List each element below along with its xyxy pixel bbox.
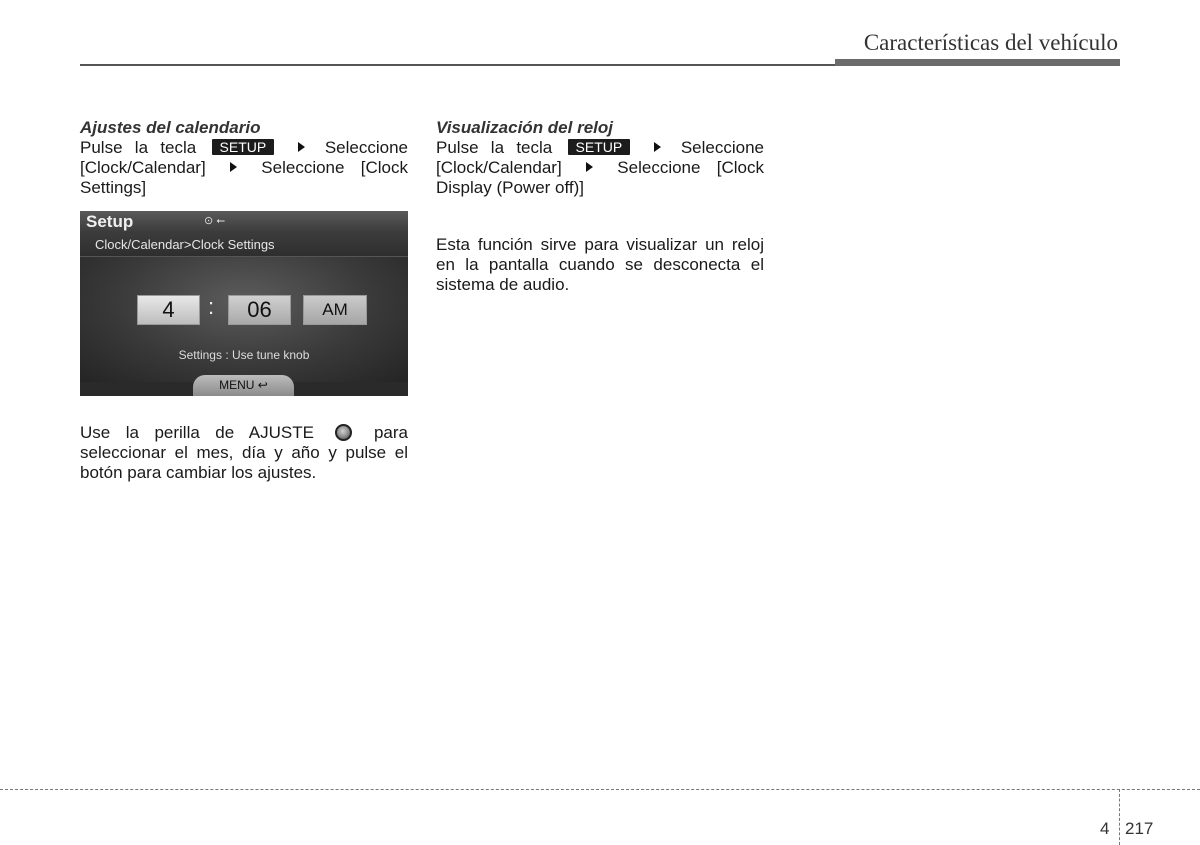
footer-dashed-divider [1119,789,1120,845]
screen-hint: Settings : Use tune knob [178,348,310,362]
left-paragraph [80,423,408,483]
setup-key: SETUP [568,139,631,155]
chapter-number: 4 [1100,819,1110,838]
left-line1-post: Seleccione [324,138,408,157]
tune-knob-icon [335,424,352,441]
right-instructions [436,138,764,198]
screen-title-bar [80,211,408,233]
left-line1-pre: Pulse la tecla [80,138,197,157]
setup-screen-figure [80,211,408,396]
right-line2-pre: [Clock/Calendar] [436,158,562,177]
arrow-right-icon [230,162,237,172]
left-para-pre: Use la perilla de AJUSTE [80,423,314,442]
right-line1-pre: Pulse la tecla [436,138,553,157]
hour-field[interactable]: 4 [137,295,200,325]
setup-key: SETUP [212,139,275,155]
header-rule-accent [835,59,1120,66]
left-line2-pre: [Clock/Calendar] [80,158,206,177]
arrow-right-icon [654,142,661,152]
screen-breadcrumb-bar [80,233,408,257]
menu-button[interactable]: MENU ↩ [193,375,294,396]
left-para-post: para seleccionar el mes, día y año y pulse el botón para cambiar los ajustes. [80,423,408,482]
arrow-right-icon [586,162,593,172]
header-title: Características del vehículo [863,30,1118,55]
screen-body [80,257,408,382]
left-instructions [80,138,408,198]
left-heading: Ajustes del calendario [80,118,261,137]
left-line2-post: Seleccione [Clock Settings] [80,158,408,197]
screen-title: Setup [86,212,134,231]
right-column [436,118,764,295]
footer-dashed-rule [0,789,1200,790]
time-colon: : [208,294,215,319]
usb-icon: ⊙ ⭠ [204,215,226,227]
right-line2-post: Seleccione [Clock Display (Power off)] [436,158,764,197]
right-paragraph: Esta función sirve para visualizar un reloj en la pantalla cuando se desconecta el sistema de audio. [436,235,764,294]
page-number: 217 [1125,819,1154,838]
right-heading: Visualización del reloj [436,118,613,137]
left-column [80,118,408,198]
ampm-field[interactable]: AM [303,295,367,325]
right-line1-post: Seleccione [680,138,764,157]
minute-field[interactable]: 06 [228,295,291,325]
screen-breadcrumb: Clock/Calendar>Clock Settings [95,237,275,252]
arrow-right-icon [298,142,305,152]
